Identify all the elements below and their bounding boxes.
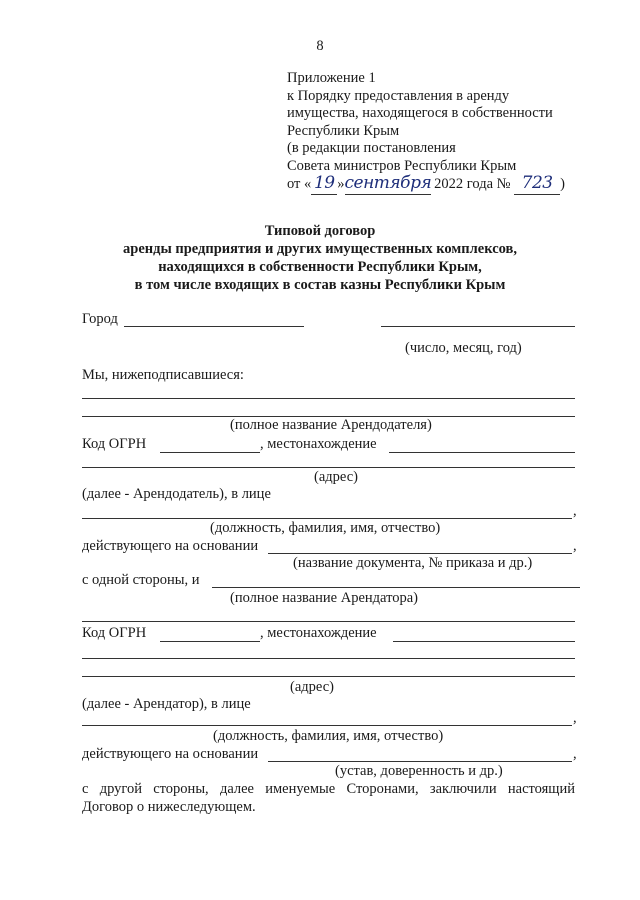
lessor-representative-field[interactable] <box>82 518 572 519</box>
lessee-name-field-1[interactable] <box>212 587 580 588</box>
appendix-line: Совета министров Республики Крым <box>287 157 517 174</box>
handwritten-day: 19 <box>313 173 335 193</box>
title-line: в том числе входящих в состав казны Республики Крым <box>134 277 506 293</box>
lessee-person-label: (далее - Арендатор), в лице <box>82 696 251 712</box>
basis-field-lessee[interactable] <box>268 761 572 762</box>
handwritten-month: сентября <box>344 173 432 193</box>
city-field[interactable] <box>124 326 304 327</box>
document-caption: (название документа, № приказа и др.) <box>293 555 533 571</box>
appendix-line: Приложение 1 <box>287 70 376 86</box>
date-day-field <box>311 175 337 195</box>
date-month-field <box>345 175 431 195</box>
page-number: 8 <box>316 38 324 54</box>
ogrn-label-lessee: Код ОГРН <box>82 625 147 641</box>
ogrn-label-lessor: Код ОГРН <box>82 436 147 452</box>
city-label: Город <box>82 311 118 327</box>
date-field[interactable] <box>381 326 575 327</box>
title-line: Типовой договор <box>264 223 376 239</box>
resolution-date-line <box>287 175 607 195</box>
date-prefix: от « <box>287 176 312 192</box>
handwritten-number: 723 <box>521 173 553 193</box>
closing-paren: ) <box>560 176 565 192</box>
basis-field-lessor[interactable] <box>268 553 572 554</box>
appendix-line: (в редакции постановления <box>287 140 456 156</box>
title-line: аренды предприятия и других имущественных комплексов, <box>123 241 517 257</box>
comma: , <box>573 710 577 726</box>
date-mid: » <box>337 176 345 192</box>
ogrn-field-lessee[interactable] <box>160 641 260 642</box>
resolution-number-field <box>514 175 560 195</box>
acting-basis-label-lessor: действующего на основании <box>82 538 259 554</box>
ogrn-field-lessor[interactable] <box>160 452 260 453</box>
lessor-person-label: (далее - Арендодатель), в лице <box>82 486 271 502</box>
location-label-lessor: , местонахождение <box>260 436 377 452</box>
appendix-header <box>287 70 607 195</box>
address-caption-lessee: (адрес) <box>290 679 334 695</box>
undersigned-label: Мы, нижеподписавшиеся: <box>82 367 244 383</box>
one-side-label: с одной стороны, и <box>82 572 200 588</box>
charter-caption: (устав, доверенность и др.) <box>335 763 503 779</box>
location-field-lessee[interactable] <box>393 641 575 642</box>
location-field-lessor[interactable] <box>389 452 575 453</box>
lessor-name-caption: (полное название Арендодателя) <box>230 417 432 433</box>
position-caption-lessee: (должность, фамилия, имя, отчество) <box>213 728 444 744</box>
comma: , <box>573 503 577 519</box>
lessee-name-caption: (полное название Арендатора) <box>230 590 418 606</box>
position-caption-lessor: (должность, фамилия, имя, отчество) <box>210 520 441 536</box>
acting-basis-label-lessee: действующего на основании <box>82 746 259 762</box>
date-year: 2022 года № <box>430 176 515 192</box>
location-label-lessee: , местонахождение <box>260 625 377 641</box>
lessee-representative-field[interactable] <box>82 725 572 726</box>
appendix-line: к Порядку предоставления в аренду <box>287 87 510 104</box>
title-line: находящихся в собственности Республики Крым, <box>158 259 482 275</box>
address-caption-lessor: (адрес) <box>314 469 358 485</box>
appendix-line: имущества, находящегося в собственности <box>287 105 553 121</box>
lessee-name-field-2[interactable] <box>82 621 575 622</box>
address-field-lessee-1[interactable] <box>82 658 575 659</box>
address-field-lessee-2[interactable] <box>82 676 575 677</box>
document-title <box>0 222 640 294</box>
date-caption: (число, месяц, год) <box>405 340 522 356</box>
appendix-line: Республики Крым <box>287 122 400 139</box>
closing-paragraph: с другой стороны, далее именуемые Сторонами, заключили настоящий Договор о нижеследующем. <box>82 781 575 815</box>
comma: , <box>573 746 577 762</box>
comma: , <box>573 538 577 554</box>
lessor-name-field-1[interactable] <box>82 398 575 399</box>
address-field-lessor[interactable] <box>82 467 575 468</box>
